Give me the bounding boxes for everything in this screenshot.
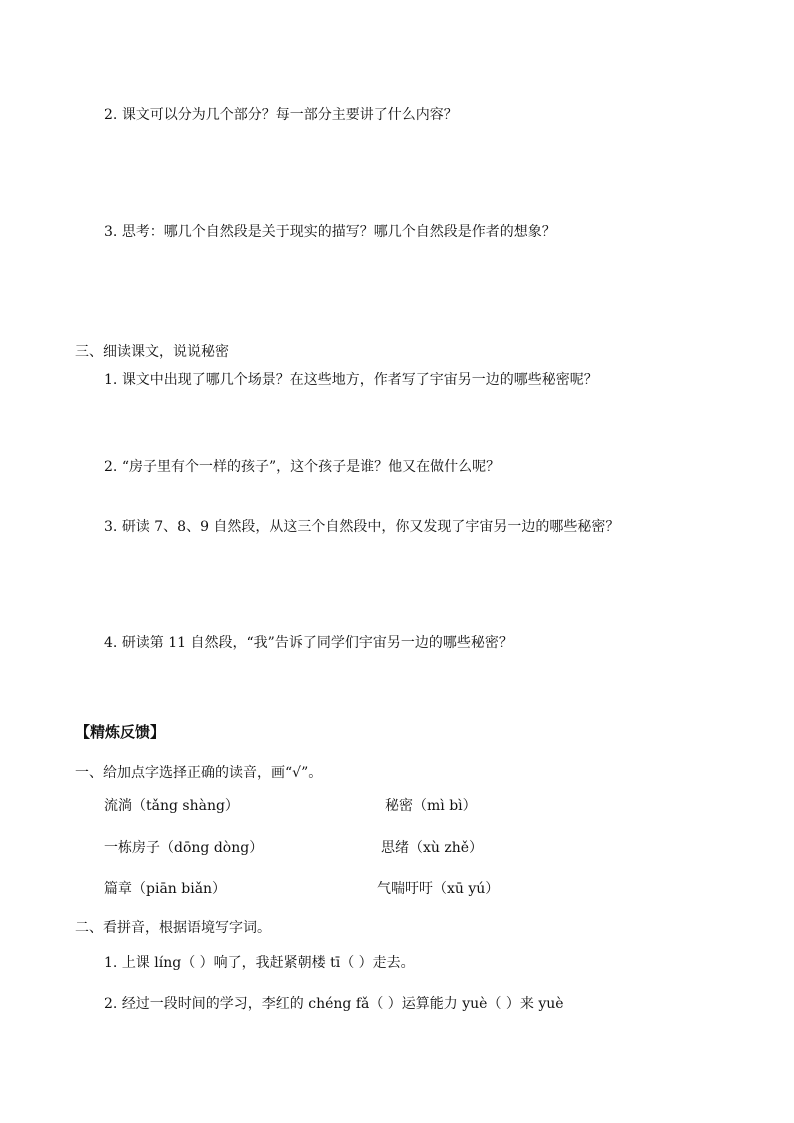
question-text: 思考：哪几个自然段是关于现实的描写？哪几个自然段是作者的想象？ bbox=[121, 224, 556, 240]
section3-item-3 bbox=[104, 517, 619, 537]
section3-item-2 bbox=[104, 457, 500, 477]
item-text: 上课 líng（ ）响了，我赶紧朝楼 tī（ ）走去。 bbox=[121, 955, 415, 971]
pinyin-choice-right: 气喘吁吁（xū yú） bbox=[377, 881, 500, 897]
pinyin-choice-right: 秘密（mì bì） bbox=[385, 798, 477, 814]
question-number: 2. bbox=[104, 107, 118, 123]
item-number: 2. bbox=[104, 996, 118, 1012]
question-2 bbox=[104, 105, 458, 125]
exercise2-item-2 bbox=[104, 994, 564, 1014]
exercise1-heading: 一、给加点字选择正确的读音，画“√”。 bbox=[75, 765, 323, 781]
section3-item-1 bbox=[104, 370, 598, 390]
item-number: 3. bbox=[104, 519, 118, 535]
pinyin-choice-left: 流淌（tǎng shàng） bbox=[104, 798, 239, 814]
item-text: 经过一段时间的学习，李红的 chéng fǎ（ ）运算能力 yuè（ ）来 yuè bbox=[121, 996, 564, 1012]
item-number: 4. bbox=[104, 635, 118, 651]
item-number: 1. bbox=[104, 372, 118, 388]
item-text: “房子里有个一样的孩子”，这个孩子是谁？他又在做什么呢？ bbox=[121, 459, 501, 475]
pinyin-choice-left: 一栋房子（dōng dòng） bbox=[104, 840, 264, 856]
item-number: 2. bbox=[104, 459, 118, 475]
item-text: 研读 7、8、9 自然段，从这三个自然段中，你又发现了宇宙另一边的哪些秘密？ bbox=[121, 519, 620, 535]
feedback-title: 【精炼反馈】 bbox=[75, 723, 166, 741]
section3-heading: 三、细读课文，说说秘密 bbox=[75, 344, 229, 360]
question-number: 3. bbox=[104, 224, 118, 240]
exercise2-heading: 二、看拼音，根据语境写字词。 bbox=[75, 920, 271, 936]
item-text: 课文中出现了哪几个场景？在这些地方，作者写了宇宙另一边的哪些秘密呢？ bbox=[121, 372, 598, 388]
question-text: 课文可以分为几个部分？每一部分主要讲了什么内容？ bbox=[121, 107, 458, 123]
section3-item-4 bbox=[104, 633, 513, 653]
item-text: 研读第 11 自然段，“我”告诉了同学们宇宙另一边的哪些秘密？ bbox=[121, 635, 513, 651]
exercise2-item-1 bbox=[104, 953, 415, 973]
pinyin-choice-right: 思绪（xù zhě） bbox=[381, 840, 484, 856]
item-number: 1. bbox=[104, 955, 118, 971]
pinyin-choice-left: 篇章（piān biǎn） bbox=[104, 881, 227, 897]
question-3 bbox=[104, 222, 556, 242]
